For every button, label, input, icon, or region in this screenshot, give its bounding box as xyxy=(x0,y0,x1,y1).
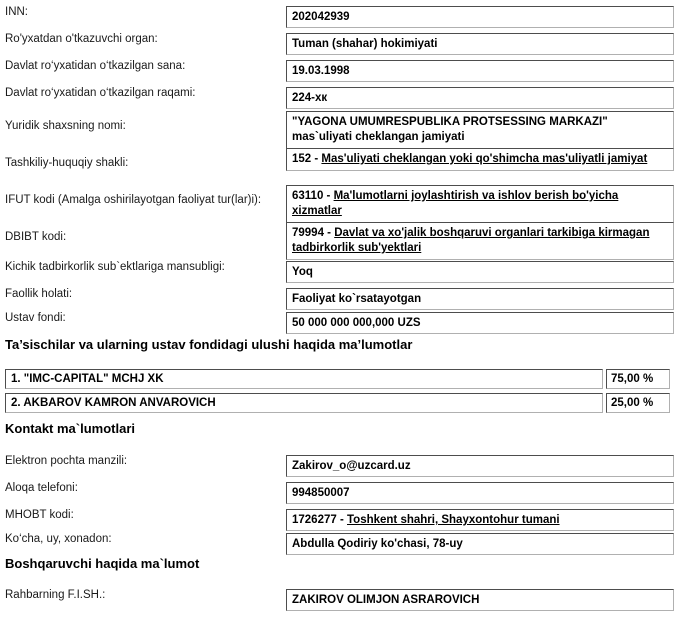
field-value-dbibt-code xyxy=(286,222,674,260)
field-row-registering-body xyxy=(0,33,680,55)
field-row-activity-status xyxy=(0,288,680,310)
founder-name: 2. AKBAROV KAMRON ANVAROVICH xyxy=(5,393,603,413)
field-value-manager-name: ZAKIROV OLIMJON ASRAROVICH xyxy=(286,589,674,611)
field-value-activity-status: Faoliyat ko`rsatayotgan xyxy=(286,288,674,310)
legal-form-link[interactable]: Mas'uliyati cheklangan yoki qo'shimcha mas'uliyatli jamiyat xyxy=(321,153,648,165)
field-row-email xyxy=(0,455,680,477)
field-value-mhobt-code xyxy=(286,509,674,531)
field-row-legal-entity-name xyxy=(0,111,680,149)
field-label: Davlat ro‘yxatidan o‘tkazilgan raqami: xyxy=(5,87,196,99)
field-row-charter-fund xyxy=(0,312,680,334)
founder-name: 1. "IMC-CAPITAL" MCHJ XK xyxy=(5,369,603,389)
field-label: IFUT kodi (Amalga oshirilayotgan faoliyat tur(lar)i): xyxy=(5,194,262,206)
founders-heading: Ta’sischilar va ularning ustav fondidagi ulushi haqida ma’lumotlar xyxy=(5,337,413,352)
manager-heading: Boshqaruvchi haqida ma`lumot xyxy=(5,556,200,571)
field-label: INN: xyxy=(5,6,28,18)
field-row-registration-number xyxy=(0,87,680,109)
field-label: DBIBT kodi: xyxy=(5,231,67,243)
ifut-link[interactable]: Ma'lumotlarni joylashtirish va ishlov berish bo'yicha xizmatlar xyxy=(292,190,619,217)
field-row-dbibt-code xyxy=(0,222,680,260)
field-value-registering-body: Tuman (shahar) hokimiyati xyxy=(286,33,674,55)
mhobt-code: 1726277 - xyxy=(292,514,347,526)
field-label: Kichik tadbirkorlik sub`ektlariga mansubligi: xyxy=(5,261,225,273)
field-row-mhobt-code xyxy=(0,509,680,531)
field-label: Yuridik shaxsning nomi: xyxy=(5,120,126,132)
field-label: MHOBT kodi: xyxy=(5,509,74,521)
field-value-phone: 994850007 xyxy=(286,482,674,504)
field-label: Aloqa telefoni: xyxy=(5,482,78,494)
dbibt-link[interactable]: Davlat va xo'jalik boshqaruvi organlari tarkibiga kirmagan tadbirkorlik sub'yektlari xyxy=(292,227,650,254)
field-value-charter-fund: 50 000 000 000,000 UZS xyxy=(286,312,674,334)
field-row-address xyxy=(0,533,680,555)
field-label: Ustav fondi: xyxy=(5,312,66,324)
founder-share: 75,00 % xyxy=(606,369,670,389)
field-value-registration-date: 19.03.1998 xyxy=(286,60,674,82)
field-row-ifut-code xyxy=(0,185,680,223)
field-value-address: Abdulla Qodiriy ko'chasi, 78-uy xyxy=(286,533,674,555)
field-row-registration-date xyxy=(0,60,680,82)
field-label: Tashkiliy-huquqiy shakli: xyxy=(5,157,129,169)
dbibt-code: 79994 - xyxy=(292,227,335,239)
contact-heading: Kontakt ma`lumotlari xyxy=(5,421,136,436)
mhobt-link[interactable]: Toshkent shahri, Shayxontohur tumani xyxy=(347,514,560,526)
founder-share: 25,00 % xyxy=(606,393,670,413)
field-row-manager-name xyxy=(0,589,680,611)
field-value-inn: 202042939 xyxy=(286,6,674,28)
ifut-code: 63110 - xyxy=(292,190,334,202)
field-value-ifut-code xyxy=(286,185,674,223)
field-row-legal-form xyxy=(0,148,680,171)
field-label: Rahbarning F.I.SH.: xyxy=(5,589,106,601)
field-row-inn xyxy=(0,6,680,28)
field-value-legal-form xyxy=(286,148,674,171)
field-row-small-business xyxy=(0,261,680,283)
field-label: Faollik holati: xyxy=(5,288,73,300)
field-label: Ro'yxatdan o'tkazuvchi organ: xyxy=(5,33,158,45)
field-label: Davlat ro‘yxatidan o‘tkazilgan sana: xyxy=(5,60,186,72)
founder-table-row xyxy=(5,393,670,413)
field-row-phone xyxy=(0,482,680,504)
field-label: Elektron pochta manzili: xyxy=(5,455,128,467)
legal-form-code: 152 - xyxy=(292,153,322,165)
field-value-legal-entity-name: "YAGONA UMUMRESPUBLIKA PROTSESSING MARKAZI" mas`uliyati cheklangan jamiyati xyxy=(286,111,674,149)
field-label: Ko‘cha, uy, xonadon: xyxy=(5,533,112,545)
founder-table-row xyxy=(5,369,670,389)
field-value-small-business: Yoq xyxy=(286,261,674,283)
field-value-email: Zakirov_o@uzcard.uz xyxy=(286,455,674,477)
field-value-registration-number: 224-хк xyxy=(286,87,674,109)
